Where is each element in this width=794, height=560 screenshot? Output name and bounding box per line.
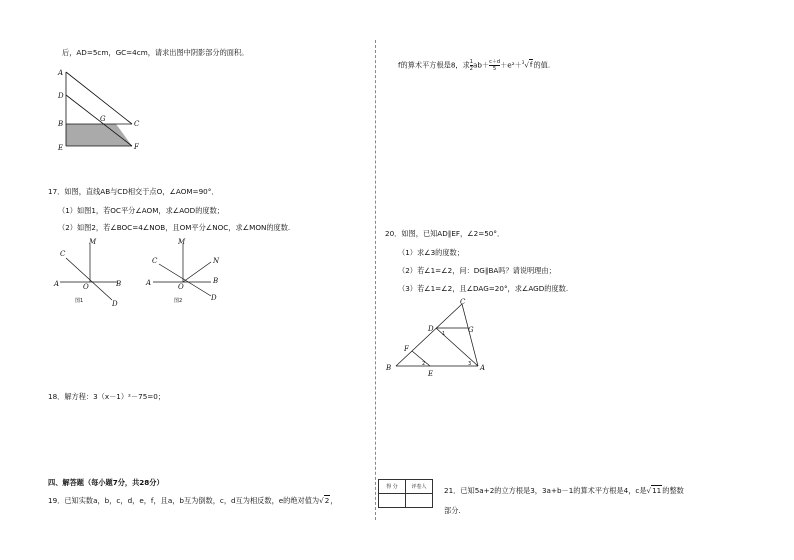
label-C: C <box>460 298 466 306</box>
label-E: E <box>428 370 434 378</box>
angle-1: 1 <box>442 331 446 337</box>
section-title: 四、解答题（每小题7分，共28分） <box>48 478 164 487</box>
label-B: B <box>58 120 64 128</box>
q21-sqrt: 11 <box>652 486 662 495</box>
fig1-caption: 图1 <box>75 298 84 304</box>
label-A: A <box>58 69 64 77</box>
angle-2: 2 <box>422 361 426 367</box>
shaded-region <box>66 124 132 146</box>
half-fraction: $\frac{1}{2}$ <box>469 58 473 72</box>
fig1-label-C: C <box>60 250 66 258</box>
q19-line2-b: ＋e²＋ <box>500 60 522 70</box>
q19-line1: 19．已知实数a，b，c，d，e，f，且a，b互为倒数，c，d互为相反数，e的绝对值为√2， <box>48 496 338 505</box>
fig2-label-M: M <box>178 238 186 246</box>
q20-part2: （2）若∠1=∠2，问：DG∥BA吗？请说明理由； <box>398 266 556 275</box>
fig2-caption: 图2 <box>174 298 183 304</box>
grader-header: 评卷人 <box>406 480 433 494</box>
q21-line2: 部分. <box>444 506 461 515</box>
q19-line2: f的算术平方根是8，求 $\frac{1}{2}ab+$ $\frac{c+d}{5}+e^2+^3√f$的值. <box>398 58 551 72</box>
cube-radicand: f <box>529 60 533 70</box>
fig1-label-A: A <box>54 280 60 288</box>
label-B: B <box>386 364 392 372</box>
q19-line2-c: 的值. <box>533 60 551 70</box>
q19-ab: ab＋ <box>472 60 490 70</box>
score-header: 得 分 <box>379 480 406 494</box>
label-G: G <box>468 326 474 334</box>
q19-text: 19．已知实数a，b，c，d，e，f，且a，b互为倒数，c，d互为相反数，e的绝对值为 <box>48 496 320 505</box>
score-table <box>378 479 433 508</box>
fig1-label-M: M <box>89 238 97 246</box>
label-E: E <box>58 144 64 152</box>
q17-part2: （2）如图2，若∠BOC=4∠NOB，且OM平分∠NOC，求∠MON的度数. <box>58 223 291 232</box>
q20-figure <box>384 296 494 381</box>
q19-sqrt: 2 <box>324 496 330 505</box>
q20-part3: （3）若∠1=∠2，且∠DAG=20°，求∠AGD的度数. <box>398 284 569 293</box>
fig2-label-B: B <box>213 277 219 285</box>
label-F: F <box>134 143 139 151</box>
q17-title: 17．如图，直线AB与CD相交于点O，∠AOM=90°． <box>48 187 219 196</box>
cube-index: 3 <box>521 60 525 65</box>
label-F: F <box>404 345 409 353</box>
q21-line1: 21．已知5a+2的立方根是3，3a+b－1的算术平方根是4，c是√11的整数 <box>444 486 684 495</box>
q18-text: 18．解方程：3（x－1）²－75=0； <box>48 392 166 401</box>
q20-part1: （1）求∠3的度数； <box>398 248 464 257</box>
q16-figure <box>52 64 172 174</box>
fig1-label-O: O <box>83 283 89 291</box>
q17-part1: （1）如图1，若OC平分∠AOM，求∠AOD的度数； <box>58 206 224 215</box>
q17-figure-2 <box>145 236 225 306</box>
label-C: C <box>134 120 140 128</box>
q17-figure-1 <box>52 236 132 306</box>
q19-tail: ， <box>330 496 338 505</box>
fig2-label-N: N <box>213 257 220 265</box>
fig2-label-D: D <box>211 294 217 302</box>
score-cell <box>379 494 406 508</box>
fig2-label-A: A <box>146 279 152 287</box>
fig1-label-D: D <box>112 300 118 308</box>
q21-tail: 的整数 <box>662 486 684 495</box>
label-D: D <box>428 325 434 333</box>
fig2-label-O: O <box>178 283 184 291</box>
q21-text: 21．已知5a+2的立方根是3，3a+b－1的算术平方根是4，c是 <box>444 486 647 495</box>
column-divider <box>375 40 376 520</box>
fig1-label-B: B <box>116 280 122 288</box>
angle-3: 3 <box>468 361 472 367</box>
cd-fraction: $\frac{c+d}{5}$ <box>489 58 501 72</box>
label-G: G <box>100 115 106 123</box>
grader-cell <box>406 494 433 508</box>
label-D: D <box>58 92 64 100</box>
label-A: A <box>480 364 486 372</box>
q20-title: 20．如图，已知AD∥EF，∠2=50°． <box>385 229 505 238</box>
q19-line2-a: f的算术平方根是8，求 <box>398 60 470 70</box>
fig2-label-C: C <box>152 257 158 265</box>
q16-text: 后，AD=5cm，GC=4cm，请求出图中阴影部分的面积。 <box>62 48 249 57</box>
